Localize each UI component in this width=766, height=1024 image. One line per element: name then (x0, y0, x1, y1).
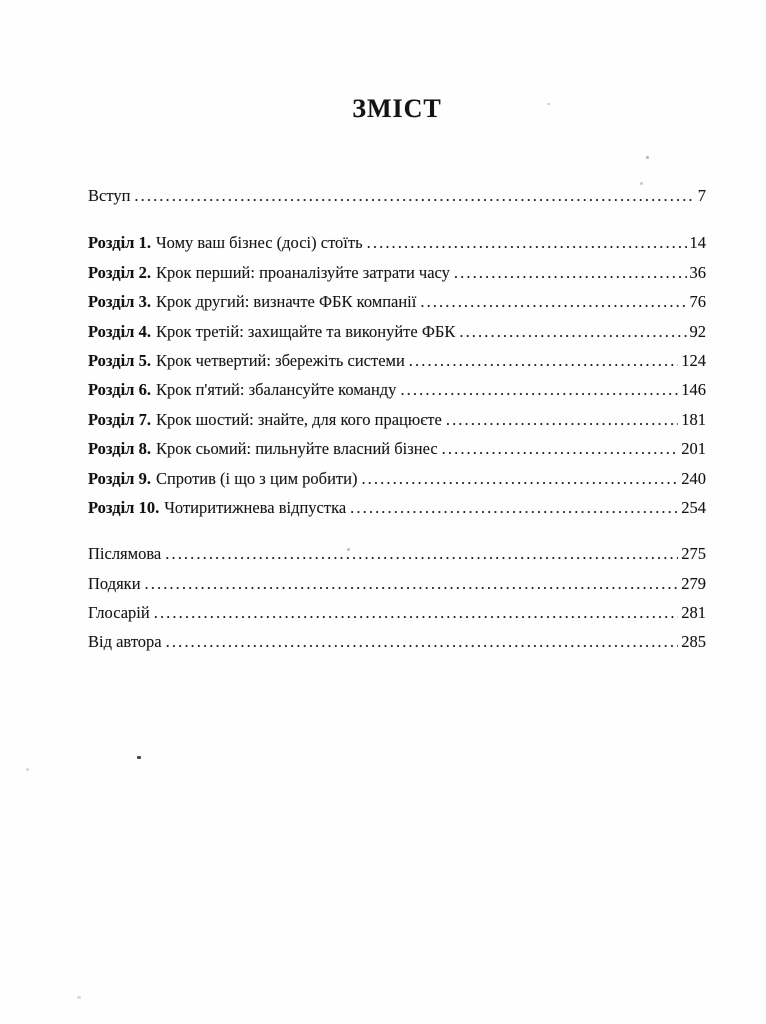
toc-row-chapter-8 (88, 439, 706, 468)
page-title: ЗМІСТ (352, 94, 442, 123)
chapter-number: Розділ 10. (88, 497, 160, 517)
table-of-contents (88, 186, 706, 662)
chapter-title: Крок четвертий: збережіть системи (155, 350, 405, 370)
toc-row-chapter-6 (88, 380, 706, 409)
toc-row-chapter-4 (88, 322, 706, 351)
chapter-number: Розділ 7. (88, 409, 151, 429)
dot-leader (134, 186, 694, 206)
page-number: 124 (681, 350, 706, 370)
dot-leader (454, 263, 687, 283)
page-number: 92 (689, 321, 706, 341)
scan-speck (137, 756, 141, 759)
dot-leader (420, 292, 686, 312)
toc-row-chapter-1 (88, 233, 706, 262)
chapter-number: Розділ 3. (88, 292, 151, 312)
scan-speck (646, 156, 649, 159)
chapter-number: Розділ 8. (88, 439, 151, 459)
dot-leader (361, 469, 678, 489)
scan-speck (347, 548, 350, 551)
dot-leader (166, 632, 679, 652)
entry-label: Подяки (88, 573, 141, 593)
toc-row-glossary (88, 603, 706, 632)
dot-leader (165, 544, 678, 564)
toc-row-chapter-9 (88, 469, 706, 498)
page-number: 14 (689, 233, 706, 253)
chapter-number: Розділ 6. (88, 380, 151, 400)
dot-leader (442, 439, 679, 459)
page-number: 181 (681, 409, 706, 429)
entry-label: Від автора (88, 632, 162, 652)
chapter-title: Чотиритижнева відпустка (164, 497, 347, 517)
page-number: 7 (697, 186, 706, 205)
toc-row-chapter-7 (88, 410, 706, 439)
scan-speck (77, 996, 81, 999)
entry-label: Вступ (88, 186, 131, 205)
scan-speck (640, 182, 643, 185)
toc-row-chapter-3 (88, 292, 706, 321)
chapter-title: Крок сьомий: пильнуйте власний бізнес (155, 439, 438, 459)
dot-leader (459, 322, 686, 342)
chapter-title: Крок п'ятий: збалансуйте команду (155, 380, 397, 400)
entry-label: Глосарій (88, 603, 150, 623)
toc-row-afterword (88, 544, 706, 573)
chapter-number: Розділ 2. (88, 262, 151, 282)
dot-leader (367, 233, 687, 253)
page-number: 254 (681, 497, 706, 517)
dot-leader (409, 351, 678, 371)
page-number: 240 (681, 468, 706, 488)
dot-leader (400, 380, 678, 400)
scan-speck (26, 768, 29, 771)
page-number: 76 (689, 292, 706, 312)
chapter-number: Розділ 4. (88, 321, 151, 341)
dot-leader (145, 574, 679, 594)
page-number: 36 (689, 262, 706, 282)
toc-row-chapter-2 (88, 263, 706, 292)
toc-row-chapter-5 (88, 351, 706, 380)
entry-label: Післямова (88, 544, 162, 564)
chapter-title: Спротив (і що з цим робити) (155, 468, 358, 488)
chapter-title: Крок перший: проаналізуйте затрати часу (155, 262, 450, 282)
toc-front-matter (88, 186, 706, 215)
chapter-title: Крок другий: визначте ФБК компанії (155, 292, 417, 312)
chapter-title: Чому ваш бізнес (досі) стоїть (155, 233, 363, 253)
page-number: 275 (681, 544, 706, 564)
toc-row-chapter-10 (88, 498, 706, 527)
chapter-title: Крок третій: захищайте та виконуйте ФБК (155, 321, 456, 341)
chapter-number: Розділ 9. (88, 468, 151, 488)
chapter-number: Розділ 1. (88, 233, 151, 253)
toc-row-intro (88, 186, 706, 215)
toc-chapters (88, 233, 706, 527)
dot-leader (350, 498, 678, 518)
page-number: 146 (681, 380, 706, 400)
toc-back-matter (88, 544, 706, 662)
scan-speck (547, 103, 550, 105)
chapter-title: Крок шостий: знайте, для кого працюєте (155, 409, 442, 429)
toc-row-from-author (88, 632, 706, 661)
dot-leader (154, 603, 679, 623)
toc-row-acknowledgements (88, 574, 706, 603)
page-number: 281 (681, 603, 706, 623)
dot-leader (446, 410, 678, 430)
page-number: 285 (681, 632, 706, 652)
page-number: 201 (681, 439, 706, 459)
page-number: 279 (681, 573, 706, 593)
chapter-number: Розділ 5. (88, 350, 151, 370)
